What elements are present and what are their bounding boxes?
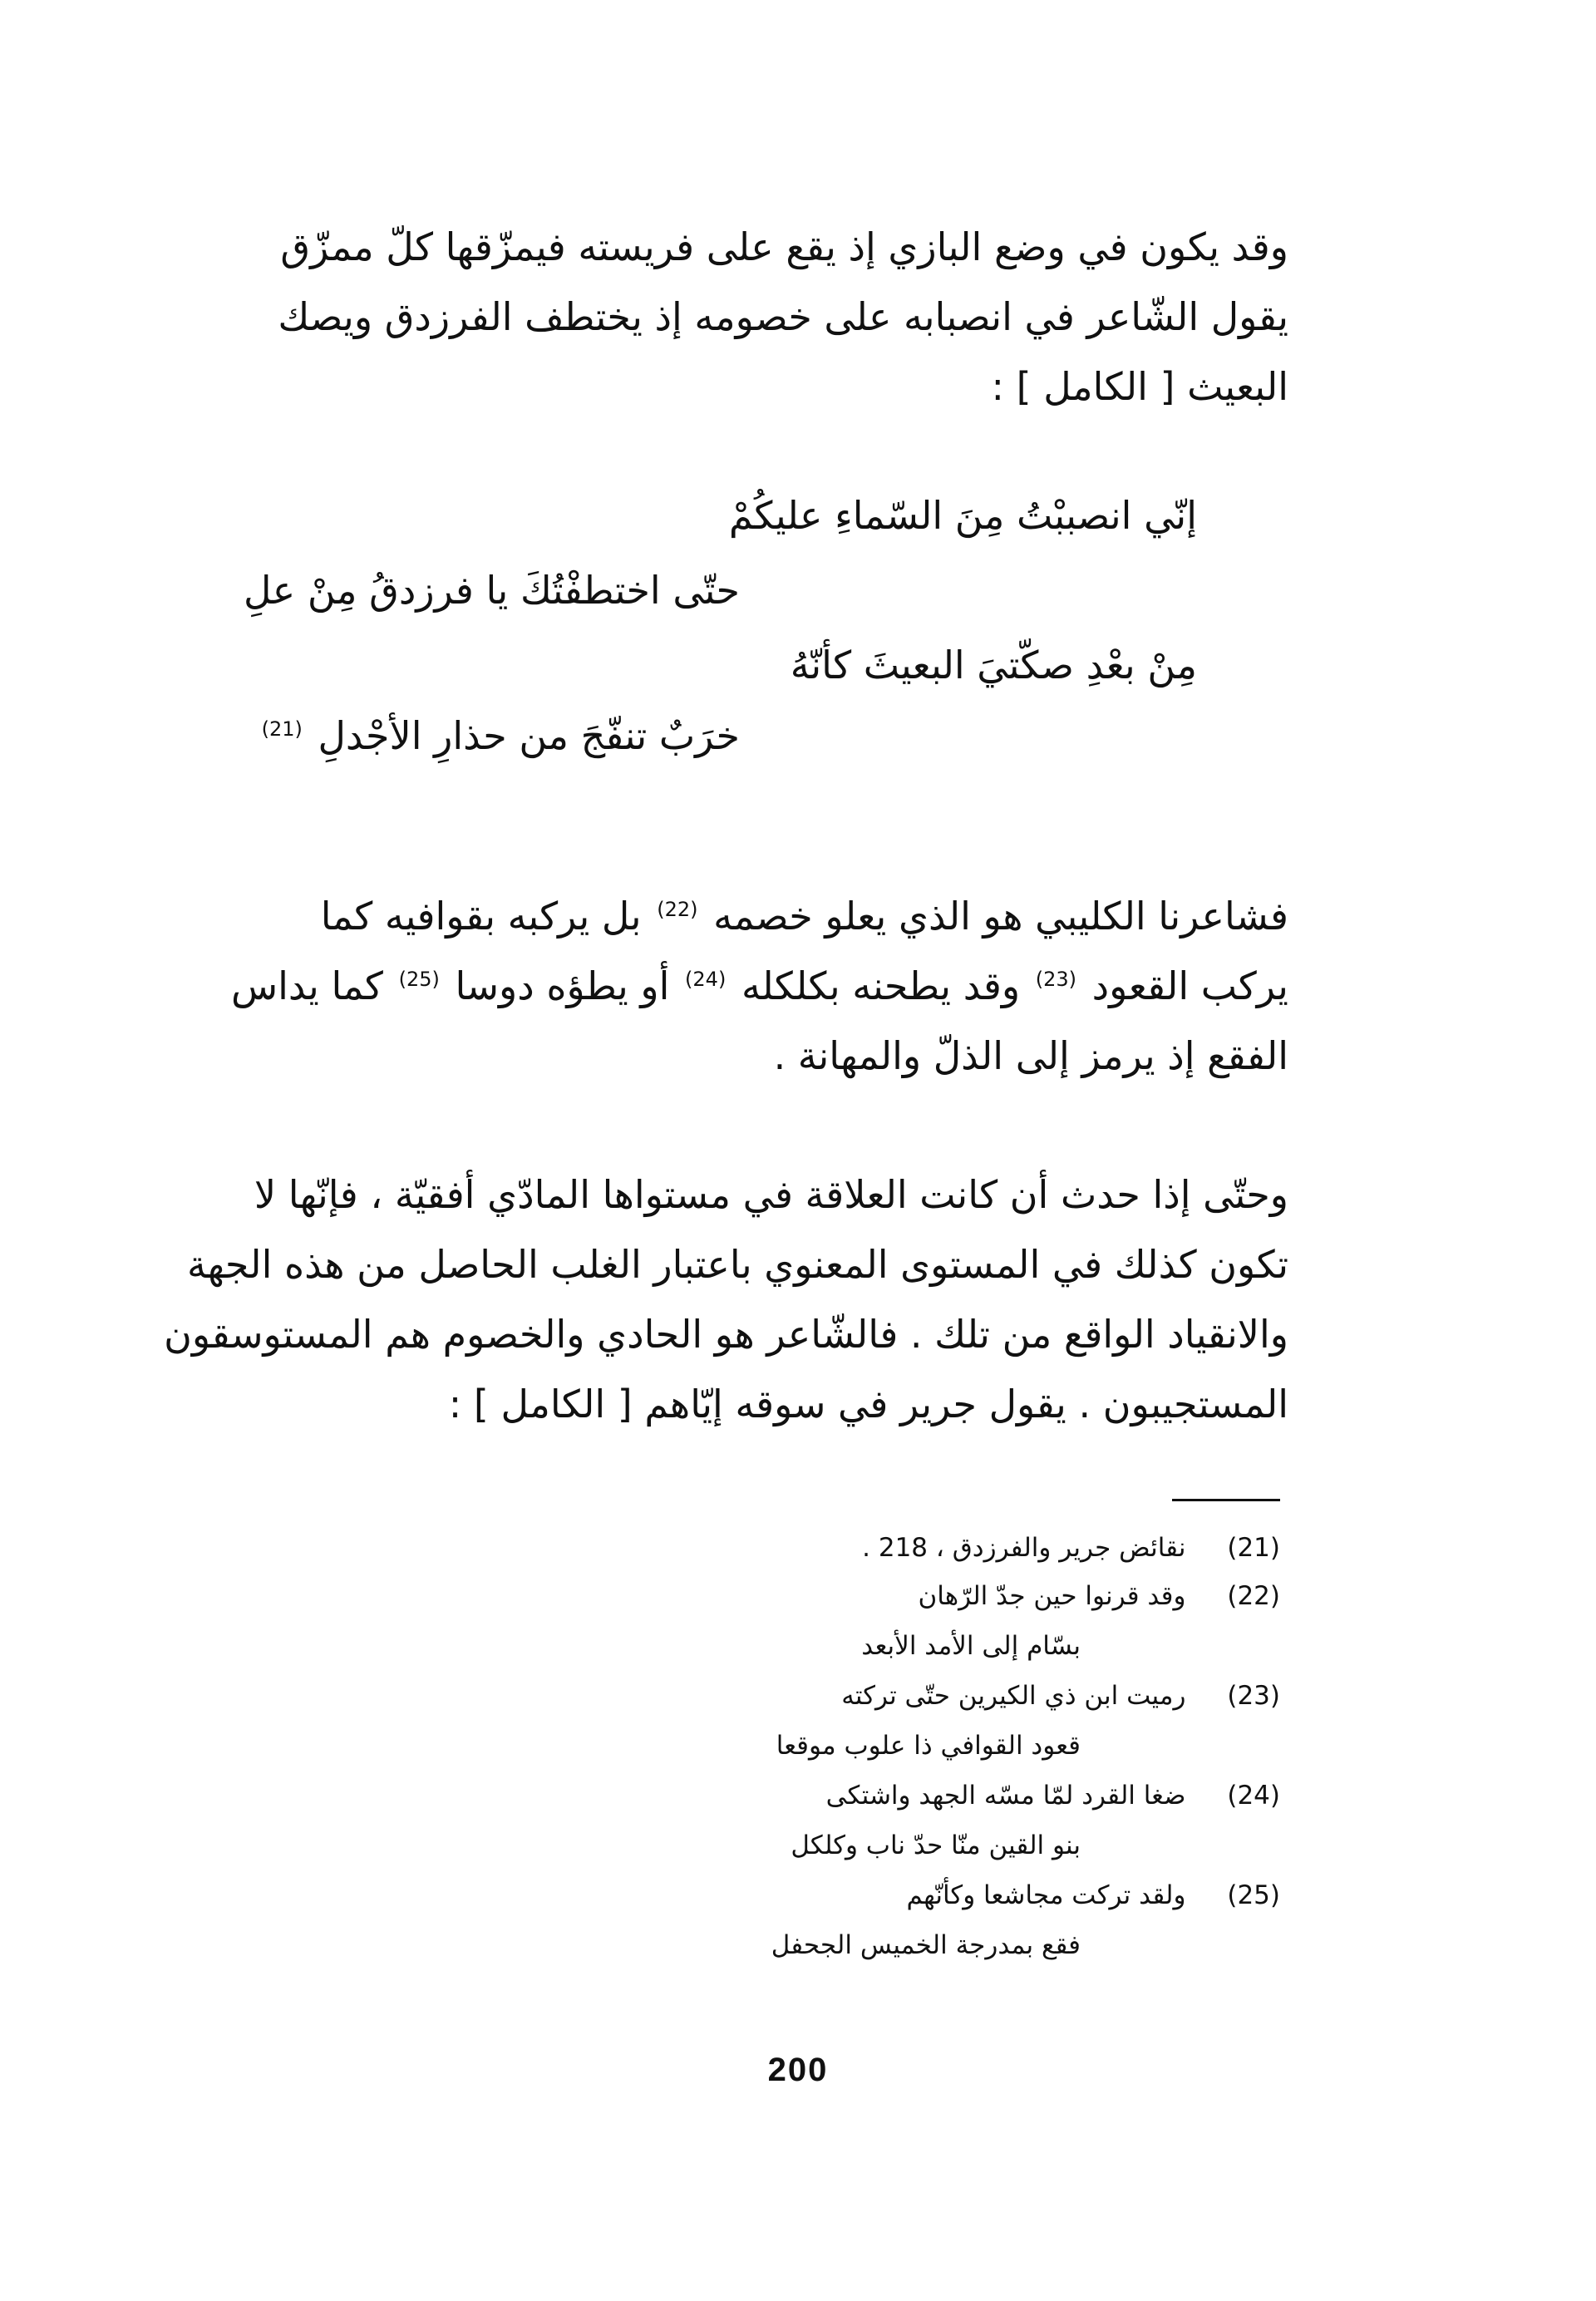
footnote-22 [919,1578,1280,1614]
poem-line-4 [259,711,740,761]
footnote-24-line-1: ضغا القرد لمّا مسّه الجهد واشتكى [825,1781,1186,1811]
footnote-25-line-1: ولقد تركت مجاشعا وكأنّهم [906,1880,1186,1910]
paragraph-2-line-1-part-a: فشاعرنا الكليبي هو الذي يعلو خصمه [713,894,1288,939]
footnote-22-line-2: بسّام إلى الأمد الأبعد [861,1631,1081,1661]
poem-line-2: حتّى اختطفْتُكَ يا فرزدقُ مِنْ علِ [243,568,740,613]
footnote-23-line-2: قعود القوافي ذا علوب موقعا [776,1731,1081,1761]
paragraph-2-line-2-part-a: يركب القعود [1091,963,1288,1008]
paragraph-2-line-1-part-b: بل يركبه بقوافيه كما [320,894,642,939]
footnote-ref-22: (22) [657,897,698,921]
poem-line-3: مِنْ بعْدِ صكّتيَ البعيثَ كأنّهُ [790,643,1197,687]
page-number: 200 [767,2052,829,2088]
paragraph-2-line-1 [141,881,1288,951]
paragraph-2 [141,881,1288,1091]
paragraph-1-line-2: يقول الشّاعر في انصبابه على خصومه إذ يختطف الفرزدق ويصك [278,294,1288,339]
footnote-separator [1172,1499,1280,1501]
footnote-ref-25: (25) [398,967,440,991]
paragraph-2-line-2-part-d: كما يداس [230,963,383,1008]
footnote-23-line-1: رميت ابن ذي الكيرين حتّى تركته [841,1681,1186,1711]
footnote-ref-21: (21) [261,717,303,741]
footnote-ref-23: (23) [1035,967,1076,991]
paragraph-3-line-4: المستجيبون . يقول جرير في سوقه إيّاهم [ الكامل ] : [448,1382,1288,1426]
paragraph-1-line-3: البعيث [ الكامل ] : [991,364,1288,409]
footnote-23 [841,1678,1280,1714]
paragraph-2-line-2-part-b: وقد يطحنه بكلكله [741,963,1021,1008]
paragraph-3 [141,1160,1288,1439]
paragraph-3-line-3: والانقياد الواقع من تلك . فالشّاعر هو الحادي والخصوم هم المستوسقون [164,1312,1288,1357]
paragraph-3-line-1: وحتّى إذا حدث أن كانت العلاقة في مستواها المادّي أفقيّة ، فإنّها لا [254,1172,1288,1217]
footnote-21 [862,1530,1280,1566]
paragraph-1-line-1: وقد يكون في وضع البازي إذ يقع على فريسته فيمزّقها كلّ ممزّق [280,224,1288,269]
footnote-24 [826,1777,1280,1814]
footnote-21-number: (21) [1227,1533,1280,1563]
paragraph-2-line-3: الفقع إذ يرمز إلى الذلّ والمهانة . [773,1033,1288,1078]
footnote-22-line-1: وقد قرنوا حين جدّ الرّهان [918,1581,1186,1611]
footnote-22-number: (22) [1227,1581,1280,1611]
footnote-25-number: (25) [1227,1880,1280,1910]
paragraph-2-line-2 [141,951,1288,1021]
footnote-23-number: (23) [1227,1681,1280,1711]
footnote-24-number: (24) [1227,1781,1280,1811]
poem-line-1: إنّي انصببْتُ مِنَ السّماءِ عليكُمْ [728,493,1197,538]
footnote-24-line-2: بنو القين منّا حدّ ناب وكلكل [791,1830,1081,1860]
footnote-ref-24: (24) [685,967,727,991]
footnote-25-line-2: فقع بمدرجة الخميس الجحفل [771,1930,1081,1960]
paragraph-3-line-2: تكون كذلك في المستوى المعنوي باعتبار الغلب الحاصل من هذه الجهة [187,1242,1288,1287]
poem-line-4-text: خرَبٌ تنفّجَ من حذارِ الأجْدلِ [318,713,740,758]
footnote-25 [906,1877,1280,1914]
paragraph-2-line-2-part-c: أو يطؤه دوسا [455,963,670,1008]
paragraph-1 [141,212,1288,421]
footnote-21-text: نقائض جرير والفرزدق ، 218 . [862,1533,1186,1563]
